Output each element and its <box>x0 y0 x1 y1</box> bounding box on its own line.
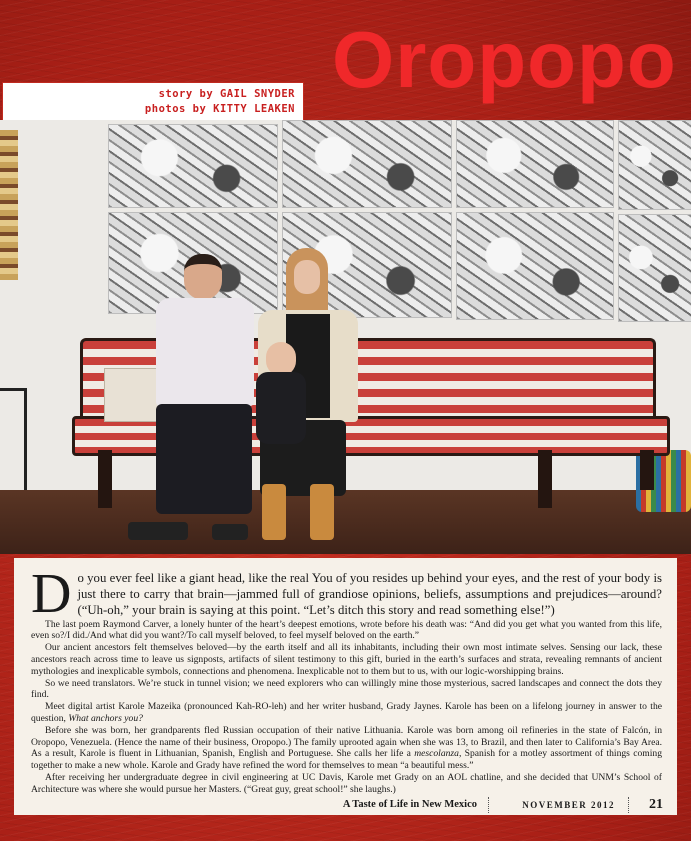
paragraph: The last poem Raymond Carver, a lonely hunter of the heart’s deepest emotions, wrote before his death was: “And did you get what you wanted from this life, even so?/I did./And what did you want?/To call myself beloved, to feel myself beloved on the earth.” <box>31 618 662 642</box>
wall-hanging <box>0 130 18 280</box>
emphasis: mescolanza <box>414 748 459 760</box>
paragraph-text: , Spanish for a motley assortment of things coming together to make a new whole. Karole and Grady have refined the word for themselves to mean “a beautiful mess.” <box>31 748 662 772</box>
artwork-tile <box>618 214 691 322</box>
story-credit: story by GAIL SNYDER <box>158 88 295 100</box>
paragraph-text: Meet digital artist Karole Mazeika (pronounced Kah-RO-leh) and her writer husband, Grady Jaynes. Karole has been on a lifelong journey in answer to the question, <box>31 701 662 724</box>
bench-leg <box>538 450 552 508</box>
feature-photo <box>0 120 691 554</box>
man-figure <box>148 254 260 554</box>
paragraph: After receiving her undergraduate degree in civil engineering at UC Davis, Karole met Grady on an AOL chatline, and she decided that UNM’s School of Architecture was where she would pursue her Masters. (“Great guy, great school!” she laughs.) <box>31 771 662 795</box>
publication-name: A Taste of Life in New Mexico <box>342 799 477 810</box>
paragraph <box>31 701 662 725</box>
photo-credit: photos by KITTY LEAKEN <box>144 103 295 115</box>
divider <box>488 797 489 813</box>
credits-box <box>2 82 304 121</box>
emphasis: What anchors you? <box>68 712 143 724</box>
paragraph: Our ancient ancestors felt themselves beloved—by the earth itself and all its inhabitants, including their own most intimate selves. Sensing our lack, these ancestors reach across time to leave us signposts, artifacts of silent testimony to this gift, buried in the earth’s surfaces and strata, revealing remnants of ancient mythologies and inexplicable symbols, connections and phenomena. Inexplicable not to them but to us, with our logic-worshipping brains. <box>31 642 662 677</box>
paragraph-text: Before she was born, her grandparents fled Russian occupation of their native Lithuania. Karole was born among oil refineries in the state of Falcón, in Oropopo, Venezuela. (Hence the name of their business, Oropopo.) The family uprooted again when she was 13, to Brazil, and then later to California’s Bay Area. As a result, Karole is fluent in Lithuanian, Spanish, English and Portuguese. She calls her life a <box>31 724 662 760</box>
paragraph <box>31 725 662 772</box>
article-title: Oropopo <box>332 15 677 104</box>
drop-cap: D <box>31 563 72 625</box>
artwork-tile <box>108 124 278 208</box>
artwork-tile <box>456 212 614 320</box>
page-footer <box>14 797 677 815</box>
divider <box>628 797 629 813</box>
page-number: 21 <box>649 797 663 812</box>
bench-leg <box>640 450 654 490</box>
artwork-tile <box>618 120 691 210</box>
bench-leg <box>98 450 112 508</box>
paragraph: So we need translators. We’re stuck in tunnel vision; we need explorers who can willingly mine those mysterious, sacred landscapes and connect the dots they find. <box>31 677 662 701</box>
artwork-tile <box>282 120 452 208</box>
artwork-tile <box>456 120 614 208</box>
lead-paragraph: o you ever feel like a giant head, like the real You of you resides up behind your eyes, and the rest of your body is just there to carry that brain—jammed full of grandiose opinions, beliefs, assumptions and prejudices—around? (“Uh-oh,” your brain is saying at this point. “Let’s ditch this story and read something else!”) <box>77 571 662 618</box>
issue-date: NOVEMBER 2012 <box>522 800 615 810</box>
baby-figure <box>252 342 310 452</box>
side-table <box>0 388 27 504</box>
article-body <box>14 558 677 813</box>
